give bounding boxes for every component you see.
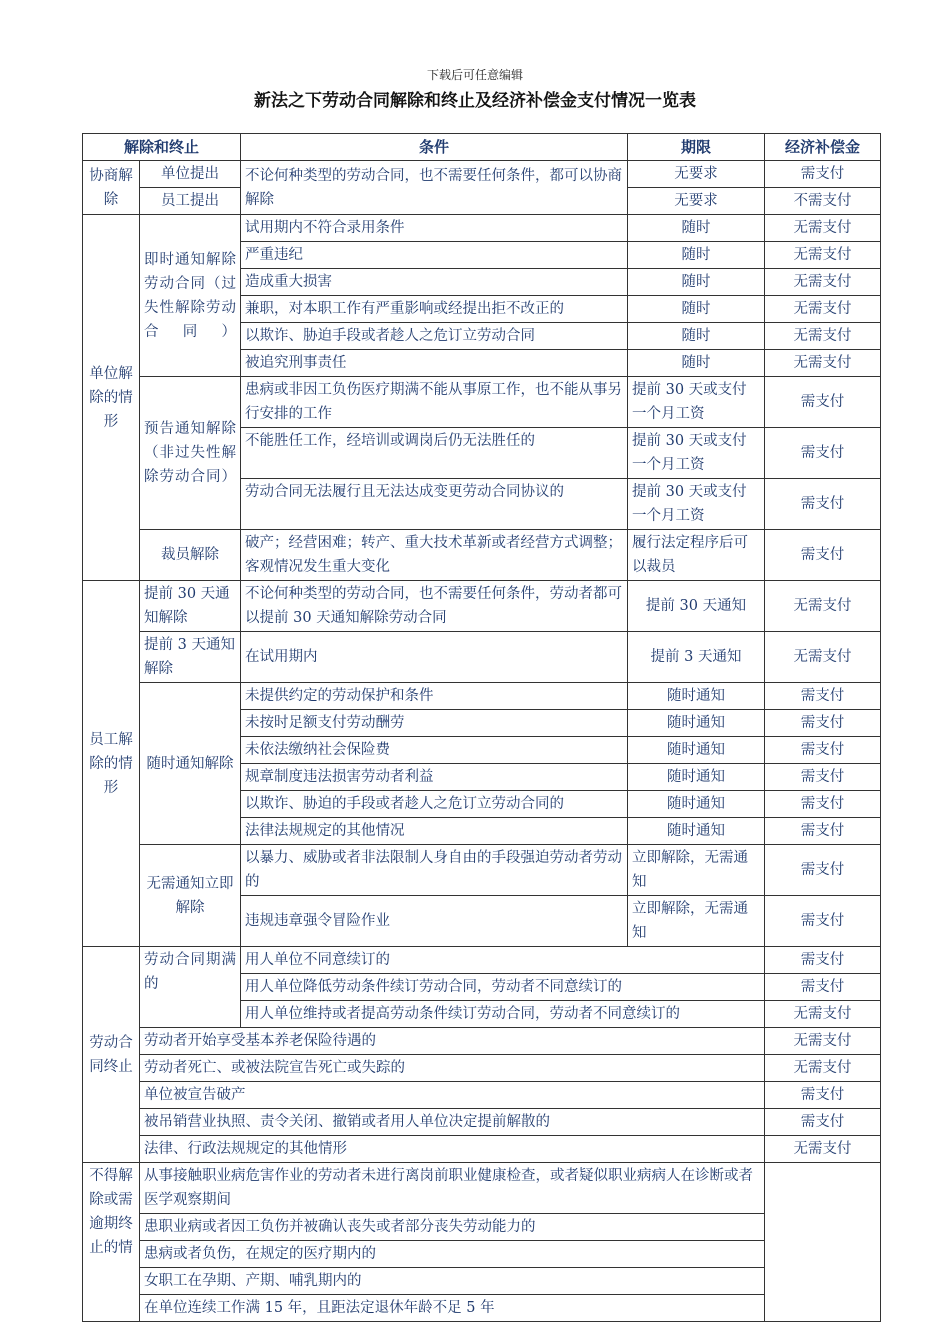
subcategory-cell: 无需通知立即解除 xyxy=(140,845,241,947)
condition-cell: 严重违纪 xyxy=(241,242,628,269)
table-row xyxy=(83,1295,881,1322)
term-cell: 立即解除，无需通知 xyxy=(628,845,765,896)
condition-cell: 不论何种类型的劳动合同，也不需要任何条件，劳动者都可以提前 30 天通知解除劳动合同 xyxy=(241,581,628,632)
condition-cell: 法律法规规定的其他情况 xyxy=(241,818,628,845)
category-cell: 不得解除或需逾期终止的情 xyxy=(83,1163,140,1322)
col-header-type: 解除和终止 xyxy=(83,134,241,161)
term-cell: 立即解除，无需通知 xyxy=(628,896,765,947)
compensation-cell: 需支付 xyxy=(765,764,881,791)
compensation-cell: 无需支付 xyxy=(765,1136,881,1163)
term-cell: 无要求 xyxy=(628,188,765,215)
condition-cell: 以欺诈、胁迫的手段或者趁人之危订立劳动合同的 xyxy=(241,791,628,818)
compensation-cell: 无需支付 xyxy=(765,269,881,296)
compensation-cell: 需支付 xyxy=(765,896,881,947)
compensation-cell: 需支付 xyxy=(765,479,881,530)
compensation-cell: 需支付 xyxy=(765,737,881,764)
table-row xyxy=(83,1241,881,1268)
condition-cell: 从事接触职业病危害作业的劳动者未进行离岗前职业健康检查，或者疑似职业病病人在诊断或者医学观察期间 xyxy=(140,1163,765,1214)
condition-cell: 被吊销营业执照、责令关闭、撤销或者用人单位决定提前解散的 xyxy=(140,1109,765,1136)
condition-cell: 未依法缴纳社会保险费 xyxy=(241,737,628,764)
col-header-compensation: 经济补偿金 xyxy=(765,134,881,161)
table-row xyxy=(83,377,881,428)
table-row xyxy=(83,530,881,581)
term-cell: 提前 30 天或支付一个月工资 xyxy=(628,479,765,530)
term-cell: 无要求 xyxy=(628,161,765,188)
condition-cell: 患病或非因工负伤医疗期满不能从事原工作，也不能从事另行安排的工作 xyxy=(241,377,628,428)
compensation-cell: 需支付 xyxy=(765,428,881,479)
condition-cell: 女职工在孕期、产期、哺乳期内的 xyxy=(140,1268,765,1295)
term-cell: 提前 3 天通知 xyxy=(628,632,765,683)
compensation-cell: 无需支付 xyxy=(765,215,881,242)
subcategory-cell: 单位提出 xyxy=(140,161,241,188)
condition-cell: 用人单位维持或者提高劳动条件续订劳动合同，劳动者不同意续订的 xyxy=(241,1001,765,1028)
condition-cell: 患职业病或者因工负伤并被确认丧失或者部分丧失劳动能力的 xyxy=(140,1214,765,1241)
condition-cell: 劳动者开始享受基本养老保险待遇的 xyxy=(140,1028,765,1055)
col-header-condition: 条件 xyxy=(241,134,628,161)
condition-cell: 造成重大损害 xyxy=(241,269,628,296)
compensation-cell: 需支付 xyxy=(765,161,881,188)
term-cell: 随时通知 xyxy=(628,737,765,764)
condition-cell: 在单位连续工作满 15 年，且距法定退休年龄不足 5 年 xyxy=(140,1295,765,1322)
compensation-cell: 无需支付 xyxy=(765,581,881,632)
compensation-cell: 无需支付 xyxy=(765,1028,881,1055)
table-row xyxy=(83,1214,881,1241)
compensation-cell: 不需支付 xyxy=(765,188,881,215)
condition-cell: 不能胜任工作，经培训或调岗后仍无法胜任的 xyxy=(241,428,628,479)
table-row xyxy=(83,1136,881,1163)
compensation-cell: 无需支付 xyxy=(765,632,881,683)
compensation-cell: 需支付 xyxy=(765,530,881,581)
page-title: 新法之下劳动合同解除和终止及经济补偿金支付情况一览表 xyxy=(254,91,696,111)
term-cell: 提前 30 天通知 xyxy=(628,581,765,632)
condition-cell: 被追究刑事责任 xyxy=(241,350,628,377)
category-cell: 员工解除的情形 xyxy=(83,581,140,947)
condition-cell: 法律、行政法规规定的其他情形 xyxy=(140,1136,765,1163)
table-row xyxy=(83,161,881,188)
table-row xyxy=(83,683,881,710)
col-header-term: 期限 xyxy=(628,134,765,161)
table-row xyxy=(83,947,881,974)
condition-cell: 兼职，对本职工作有严重影响或经提出拒不改正的 xyxy=(241,296,628,323)
condition-cell: 单位被宣告破产 xyxy=(140,1082,765,1109)
term-cell: 履行法定程序后可以裁员 xyxy=(628,530,765,581)
compensation-cell: 无需支付 xyxy=(765,350,881,377)
table-row xyxy=(83,1109,881,1136)
condition-cell: 用人单位不同意续订的 xyxy=(241,947,765,974)
category-cell: 单位解除的情形 xyxy=(83,215,140,581)
term-cell: 提前 30 天或支付一个月工资 xyxy=(628,428,765,479)
term-cell: 随时通知 xyxy=(628,764,765,791)
termination-table xyxy=(82,133,881,1322)
compensation-cell: 需支付 xyxy=(765,974,881,1001)
compensation-cell: 需支付 xyxy=(765,791,881,818)
table-row xyxy=(83,1055,881,1082)
table-row xyxy=(83,845,881,896)
condition-cell: 在试用期内 xyxy=(241,632,628,683)
term-cell: 提前 30 天或支付一个月工资 xyxy=(628,377,765,428)
subcategory-cell: 提前 30 天通知解除 xyxy=(140,581,241,632)
term-cell: 随时 xyxy=(628,296,765,323)
term-cell: 随时通知 xyxy=(628,791,765,818)
table-row xyxy=(83,1082,881,1109)
condition-cell: 患病或者负伤，在规定的医疗期内的 xyxy=(140,1241,765,1268)
term-cell: 随时 xyxy=(628,215,765,242)
subcategory-cell: 即时通知解除劳动合同（过失性解除劳动合同） xyxy=(140,215,241,377)
table-row xyxy=(83,1268,881,1295)
term-cell: 随时 xyxy=(628,350,765,377)
compensation-cell: 无需支付 xyxy=(765,242,881,269)
empty-cell xyxy=(765,1163,881,1322)
condition-cell: 不论何种类型的劳动合同，也不需要任何条件，都可以协商解除 xyxy=(241,161,628,215)
condition-cell: 试用期内不符合录用条件 xyxy=(241,215,628,242)
compensation-cell: 需支付 xyxy=(765,710,881,737)
table-row xyxy=(83,1028,881,1055)
compensation-cell: 需支付 xyxy=(765,1082,881,1109)
condition-cell: 以欺诈、胁迫手段或者趁人之危订立劳动合同 xyxy=(241,323,628,350)
subcategory-cell: 提前 3 天通知解除 xyxy=(140,632,241,683)
condition-cell: 劳动合同无法履行且无法达成变更劳动合同协议的 xyxy=(241,479,628,530)
table-row xyxy=(83,581,881,632)
condition-cell: 规章制度违法损害劳动者利益 xyxy=(241,764,628,791)
compensation-cell: 需支付 xyxy=(765,845,881,896)
term-cell: 随时 xyxy=(628,242,765,269)
subcategory-cell: 随时通知解除 xyxy=(140,683,241,845)
compensation-cell: 需支付 xyxy=(765,1109,881,1136)
compensation-cell: 无需支付 xyxy=(765,296,881,323)
condition-cell: 破产；经营困难；转产、重大技术革新或者经营方式调整；客观情况发生重大变化 xyxy=(241,530,628,581)
compensation-cell: 需支付 xyxy=(765,818,881,845)
term-cell: 随时通知 xyxy=(628,818,765,845)
table-row xyxy=(83,632,881,683)
table-row xyxy=(83,215,881,242)
header-note: 下载后可任意编辑 xyxy=(426,68,523,82)
compensation-cell: 需支付 xyxy=(765,377,881,428)
compensation-cell: 无需支付 xyxy=(765,1055,881,1082)
compensation-cell: 无需支付 xyxy=(765,323,881,350)
term-cell: 随时 xyxy=(628,323,765,350)
term-cell: 随时通知 xyxy=(628,710,765,737)
subcategory-cell: 预告通知解除（非过失性解除劳动合同） xyxy=(140,377,241,530)
condition-cell: 未提供约定的劳动保护和条件 xyxy=(241,683,628,710)
subcategory-cell: 裁员解除 xyxy=(140,530,241,581)
subcategory-cell: 劳动合同期满的 xyxy=(140,947,241,1028)
header-row xyxy=(83,134,881,161)
category-cell: 劳动合同终止 xyxy=(83,947,140,1163)
condition-cell: 违规违章强令冒险作业 xyxy=(241,896,628,947)
condition-cell: 未按时足额支付劳动酬劳 xyxy=(241,710,628,737)
term-cell: 随时通知 xyxy=(628,683,765,710)
condition-cell: 劳动者死亡、或被法院宣告死亡或失踪的 xyxy=(140,1055,765,1082)
category-cell: 协商解除 xyxy=(83,161,140,215)
compensation-cell: 需支付 xyxy=(765,683,881,710)
compensation-cell: 需支付 xyxy=(765,947,881,974)
compensation-cell: 无需支付 xyxy=(765,1001,881,1028)
condition-cell: 用人单位降低劳动条件续订劳动合同，劳动者不同意续订的 xyxy=(241,974,765,1001)
condition-cell: 以暴力、威胁或者非法限制人身自由的手段强迫劳动者劳动的 xyxy=(241,845,628,896)
term-cell: 随时 xyxy=(628,269,765,296)
table-row xyxy=(83,1163,881,1214)
subcategory-cell: 员工提出 xyxy=(140,188,241,215)
